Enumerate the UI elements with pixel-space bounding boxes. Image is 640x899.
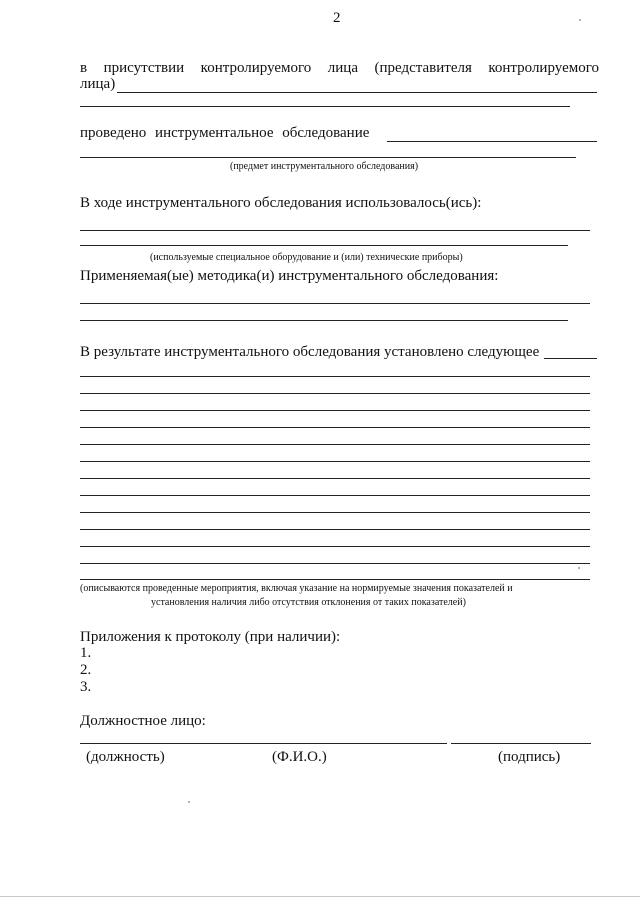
result-fill-line-0[interactable]: [544, 358, 597, 359]
inspection-fill-line-2[interactable]: [80, 157, 576, 158]
methods-label: Применяемая(ые) методика(и) инструментального обследования:: [80, 268, 499, 284]
result-fill-line[interactable]: [80, 427, 590, 428]
result-fill-line[interactable]: [80, 579, 590, 580]
result-fill-line[interactable]: [80, 529, 590, 530]
inspection-label: проведено инструментальное обследование: [80, 125, 370, 141]
presence-line-1: в присутствии контролируемого лица (представителя контролируемого: [80, 60, 599, 76]
result-fill-line[interactable]: [80, 393, 590, 394]
result-fill-line[interactable]: [80, 512, 590, 513]
result-fill-line[interactable]: [80, 461, 590, 462]
presence-line-2: лица): [80, 76, 116, 92]
scan-speck: [579, 19, 581, 21]
attachment-item-2: 2.: [80, 662, 92, 678]
result-fill-line[interactable]: [80, 444, 590, 445]
page-bottom-edge: [0, 896, 640, 897]
attachment-item-3: 3.: [80, 679, 92, 695]
official-signature-caption: (подпись): [498, 749, 561, 765]
equipment-caption: (используемые специальное оборудование и (или) технические приборы): [150, 252, 463, 263]
scan-speck: [578, 567, 580, 569]
scan-speck: [188, 801, 190, 803]
result-fill-line[interactable]: [80, 563, 590, 564]
result-label: В результате инструментального обследования установлено следующее: [80, 344, 540, 360]
result-fill-line[interactable]: [80, 546, 590, 547]
methods-fill-line-1[interactable]: [80, 303, 590, 304]
attachment-item-1: 1.: [80, 645, 92, 661]
equipment-fill-line-1[interactable]: [80, 230, 590, 231]
equipment-label: В ходе инструментального обследования использовалось(ись):: [80, 195, 482, 211]
result-fill-line[interactable]: [80, 410, 590, 411]
official-position-caption: (должность): [86, 749, 165, 765]
page-number: 2: [333, 10, 341, 26]
inspection-fill-line-1[interactable]: [387, 141, 597, 142]
official-signature-line[interactable]: [451, 743, 591, 744]
attachments-label: Приложения к протоколу (при наличии):: [80, 629, 341, 645]
official-label: Должностное лицо:: [80, 713, 206, 729]
result-fill-line[interactable]: [80, 376, 590, 377]
official-position-name-line[interactable]: [80, 743, 447, 744]
result-fill-line[interactable]: [80, 478, 590, 479]
presence-fill-line-1[interactable]: [117, 92, 597, 93]
equipment-fill-line-2[interactable]: [80, 245, 568, 246]
inspection-caption: (предмет инструментального обследования): [230, 161, 419, 172]
methods-fill-line-2[interactable]: [80, 320, 568, 321]
result-caption-line-2: установления наличия либо отсутствия отклонения от таких показателей): [151, 597, 466, 608]
presence-fill-line-2[interactable]: [80, 106, 570, 107]
result-fill-line[interactable]: [80, 495, 590, 496]
result-caption-line-1: (описываются проведенные мероприятия, включая указание на нормируемые значения показателей и: [80, 583, 513, 594]
official-name-caption: (Ф.И.О.): [272, 749, 327, 765]
